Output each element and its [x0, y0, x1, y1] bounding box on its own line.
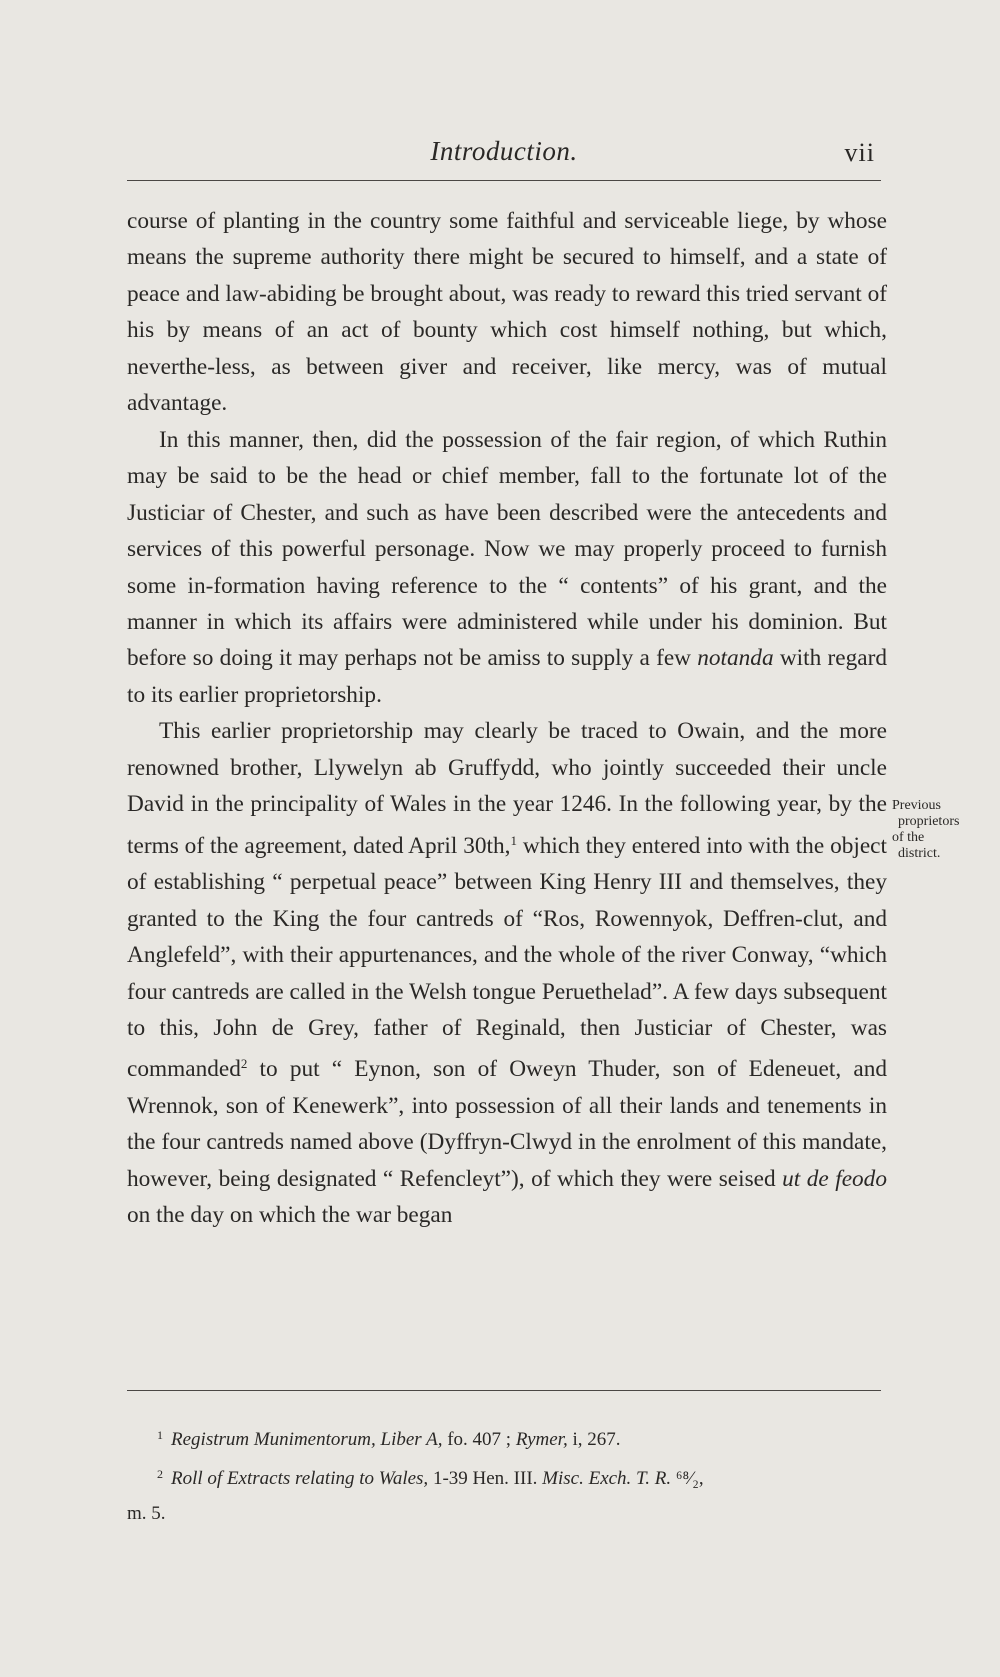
paragraph-3-text-4: on the day on which the war began	[127, 1202, 453, 1229]
footnote-2	[127, 1457, 887, 1496]
footnote-2-text-2: ⁶⁸⁄₂,	[671, 1468, 704, 1489]
paragraph-2	[127, 422, 887, 714]
marginal-note-line: proprietors	[898, 814, 960, 829]
running-title: Introduction.	[430, 136, 578, 166]
paragraph-3-text-2: which they entered into with the object of establishing “ perpetual peace” between King Henry III and themselves, they granted to the King the four cantreds of “Ros, Rowennyok, Deffren-clut, and Anglefeld”, with their appurtenances, and the whole of the river Conway, “which four cantreds are called in the Welsh tongue Peruethelad”. A few days subsequent to this, John de Grey, father of Reginald, then Justiciar of Chester, was commanded	[127, 832, 887, 1083]
footnote-1-italic: Registrum Munimentorum, Liber A,	[171, 1429, 443, 1450]
footnote-1-number: 1	[157, 1428, 163, 1442]
paragraph-2-text-end: with regard to its earlier proprietorship.	[127, 645, 887, 708]
footnote-2-number: 2	[157, 1467, 163, 1481]
paragraph-1-text: course of planting in the country some faithful and serviceable liege, by whose means the supreme authority there might be secured to himself, and a state of peace and law-abiding be brought about, was ready to reward this tried servant of his by means of an act of bounty which cost himself nothing, but which, neverthe-less, as between giver and receiver, like mercy, was of mutual advantage.	[127, 208, 887, 417]
footnote-2-continuation	[127, 1496, 887, 1531]
paragraph-3-text: This earlier proprietorship may clearly be traced to Owain, and the more renowned brother, Llywelyn ab Gruffydd, who jointly succeeded their uncle David in the principality of Wales in the year 1246. In the following year, by the terms of the agreement, dated April 30th,	[127, 718, 887, 859]
footnote-ref-2: 2	[240, 1056, 248, 1072]
marginal-note-line: district.	[898, 846, 941, 861]
paragraph-3-text-3: to put “ Eynon, son of Oweyn Thuder, son of Edeneuet, and Wrennok, son of Kenewerk”, into possession of all their lands and tenements in the four cantreds named above (Dyffryn-Clwyd in the enrolment of this mandate, however, being designated “ Refencleyt”), of which they were seised	[127, 1056, 887, 1192]
body-text	[127, 203, 887, 1234]
running-header	[127, 136, 881, 176]
paragraph-3-italic: ut de feodo	[782, 1165, 887, 1192]
paragraph-3	[127, 713, 887, 1233]
footnote-2-italic: Roll of Extracts relating to Wales,	[171, 1468, 429, 1489]
footnote-1-text: fo. 407 ;	[442, 1429, 516, 1450]
footnote-1-italic-2: Rymer,	[515, 1429, 568, 1450]
footnote-2-italic-2: Misc. Exch. T. R.	[542, 1468, 672, 1489]
footnote-1-text-2: i, 267.	[567, 1429, 621, 1450]
marginal-note-line: of the	[892, 830, 925, 845]
footnote-2-text-3: m. 5.	[127, 1503, 166, 1524]
header-rule	[127, 180, 881, 181]
paragraph-1	[127, 203, 887, 422]
footnotes	[127, 1418, 887, 1531]
marginal-note-line: Previous	[892, 798, 941, 813]
footnote-rule	[127, 1390, 881, 1391]
marginal-note	[892, 798, 1000, 862]
paragraph-2-italic: notanda	[697, 645, 774, 672]
paragraph-2-text: In this manner, then, did the possession of the fair region, of which Ruthin may be said to be the head or chief member, fall to the fortunate lot of the Justiciar of Chester, and such as have been described were the antecedents and services of this powerful personage. Now we may properly proceed to furnish some in-formation having reference to the “ contents” of his grant, and the manner in which its affairs were administered while under his dominion. But before so doing it may perhaps not be amiss to supply a few	[127, 426, 887, 672]
footnote-2-text: 1-39 Hen. III.	[428, 1468, 543, 1489]
page-number: vii	[844, 138, 875, 167]
footnote-ref-1: 1	[510, 832, 517, 848]
footnote-1	[127, 1418, 887, 1457]
